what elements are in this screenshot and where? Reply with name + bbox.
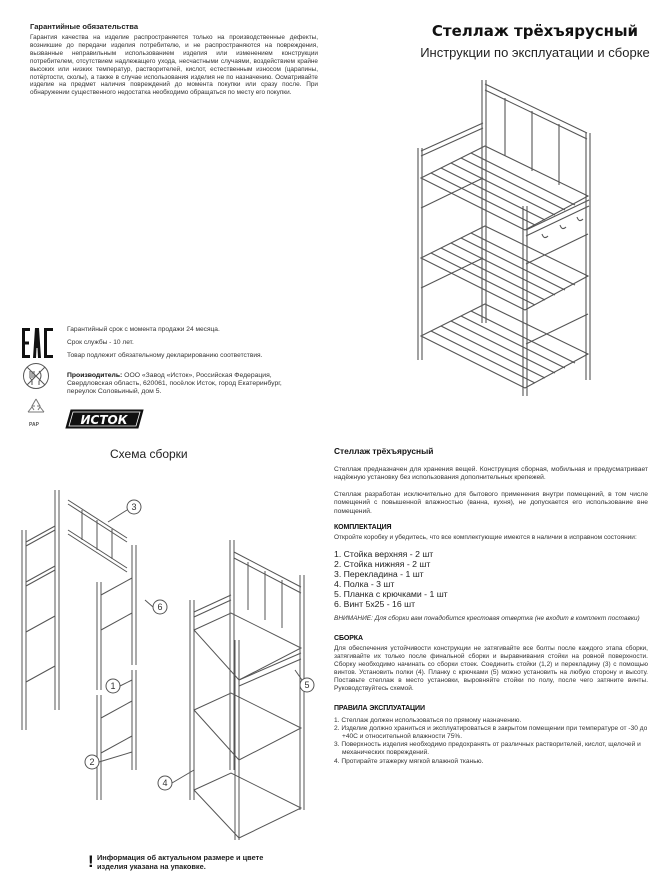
packaging-note xyxy=(88,853,278,871)
part-upper-post-left xyxy=(22,490,59,640)
manufacturer-label: Производитель: xyxy=(67,372,123,379)
label-3: 3 xyxy=(131,502,137,512)
part-upper-post xyxy=(97,545,136,690)
kit-intro: Откройте коробку и убедитесь, что все комплектующие имеются в наличии в исправном состоянии: xyxy=(334,534,637,542)
warranty-text: Гарантия качества на изделие распространяется только на производственные дефекты, возникшие до передачи изделия потребителю, и не распространяются на повреждения, вызванные неправильным использованием изделия или изменением конструкции потребителем, отсутствием надлежащего ухода, несчастными случаями, воздействием крайне высоких или низких температур, растворителей, кислот, естественным износом (царапины, потёртости, сколы), а также в случае использования изделия не по назначению. Осматривайте изделие на предмет наличия повреждений до момента покупки или сразу после. При обнаружении существенного недостатка необходимо обращаться по месту его покупки. xyxy=(30,34,318,97)
declaration-note: Товар подлежит обязательному декларированию соответствия. xyxy=(67,352,263,359)
info-para-1: Стеллаж предназначен для хранения вещей. Конструкция сборная, мобильная и предусматривает надёжную установку без использования дополнительных крепежей. xyxy=(334,466,648,482)
service-life: Срок службы - 10 лет. xyxy=(67,339,134,346)
packaging-note-text: Информация об актуальном размере и цвете изделия указана на упаковке. xyxy=(97,853,264,871)
svg-text:ИСТОК: ИСТОК xyxy=(80,413,128,427)
part-lower-post-left xyxy=(22,600,59,730)
scheme-title: Схема сборки xyxy=(110,447,188,461)
info-heading: Стеллаж трёхъярусный xyxy=(334,446,434,456)
kit-item: 6. Винт 5х25 - 16 шт xyxy=(334,599,416,610)
shelf-bottom xyxy=(421,304,588,388)
kit-item: 1. Стойка верхняя - 2 шт xyxy=(334,549,434,560)
warranty-period: Гарантийный срок с момента продажи 24 месяца. xyxy=(67,326,220,333)
shelf-middle xyxy=(421,226,588,310)
istok-logo xyxy=(65,408,145,430)
kit-item: 5. Планка с крючками - 1 шт xyxy=(334,589,448,600)
certification-section xyxy=(20,320,320,440)
rule-item: 4. Протирайте этажерку мягкой влажной тканью. xyxy=(334,757,484,765)
shelf-top xyxy=(421,146,588,230)
eac-mark-icon xyxy=(22,328,54,358)
recycle-icon xyxy=(24,396,48,420)
info-para-2: Стеллаж разработан исключительно для бытового применения внутри помещений, в том числе помещений с повышенной влажностью (ванна, кухня), не допускается его использование вне помещений. xyxy=(334,490,648,515)
assembly-heading: СБОРКА xyxy=(334,635,363,643)
label-6: 6 xyxy=(157,602,163,612)
rule-item: 1. Стеллаж должен использоваться по прямому назначению. xyxy=(334,717,522,725)
rule-item: 2. Изделие должно храниться и эксплуатироваться в закрытом помещении при температуре от -30 до +40С и относительной влажности 75%. xyxy=(334,725,648,741)
rules-heading: ПРАВИЛА ЭКСПЛУАТАЦИИ xyxy=(334,705,425,713)
kit-item: 3. Перекладина - 1 шт xyxy=(334,569,424,580)
info-section xyxy=(334,446,648,766)
kit-list xyxy=(334,549,648,609)
label-4: 4 xyxy=(162,778,168,788)
kit-item: 2. Стойка нижняя - 2 шт xyxy=(334,559,431,570)
certification-lines xyxy=(67,326,262,365)
recycle-code: PAP xyxy=(29,422,39,428)
rule-item: 3. Поверхность изделия необходимо предохранять от различных растворителей, кислот, щелочей и механических повреждений. xyxy=(334,741,641,757)
label-5: 5 xyxy=(304,680,310,690)
part-crossbar xyxy=(68,500,127,572)
kit-heading: КОМПЛЕКТАЦИЯ xyxy=(334,524,392,532)
page-title: Стеллаж трёхъярусный xyxy=(431,22,639,40)
not-for-food-icon xyxy=(22,362,50,390)
manufacturer-info xyxy=(67,372,312,397)
tool-warning: ВНИМАНИЕ: Для сборки вам понадобится крестовая отвертка (не входит в комплект поставки) xyxy=(334,615,640,623)
shelf-illustration xyxy=(405,78,615,400)
warranty-section xyxy=(30,22,318,97)
assembled-shelf xyxy=(190,540,304,840)
kit-item: 4. Полка - 3 шт xyxy=(334,579,395,590)
title-block xyxy=(370,22,660,60)
assembly-diagram xyxy=(10,470,320,840)
label-1: 1 xyxy=(110,681,116,691)
label-2: 2 xyxy=(89,757,95,767)
assembly-text: Для обеспечения устойчивости конструкции не затягивайте все болты после каждого этапа сборки, затягивайте их только после финальной сборки и выравнивания стойки на ровной поверхности. Сборку необходимо начинать со сборки стоек. Соединить стойки (1,2) и перекладину (3) с помощью винтов. Установить полки (4). Планку с крючками (5) можно установить на любую сторону и высоту. Поставьте стеллаж в место установки, выровняйте стойки по полу, после чего затяните винты. Руководствуйтесь схемой. xyxy=(334,645,648,693)
rules-list xyxy=(334,717,648,766)
page-subtitle: Инструкции по эксплуатации и сборке xyxy=(420,45,650,60)
manufacturer-text: ООО «Завод «Исток», Российская Федерация, Свердловская область, 620061, посёлок Исток, город Екатеринбург, переулок Соловьиный, дом 5. xyxy=(67,372,282,396)
exclamation-icon: ! xyxy=(88,852,94,871)
warranty-heading: Гарантийные обязательства xyxy=(30,22,139,31)
